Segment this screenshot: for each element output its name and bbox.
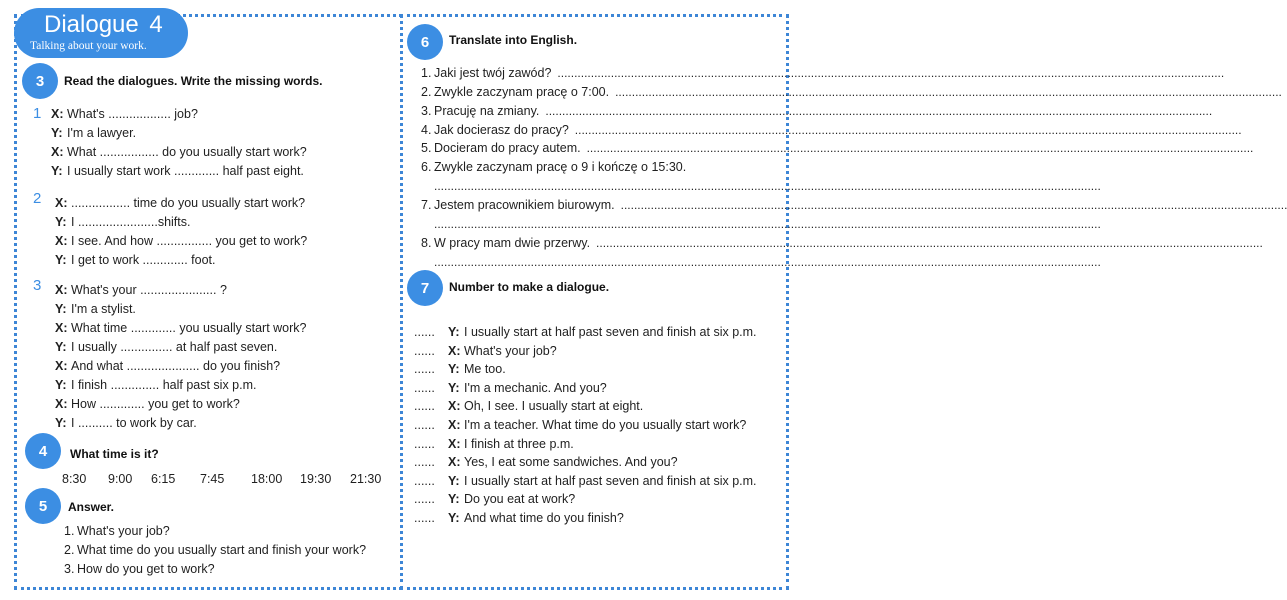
speaker-label: X: (448, 399, 461, 414)
translate-number: 8. (421, 236, 432, 250)
translate-row (434, 198, 1287, 215)
answer-line[interactable]: ........................................................................................................................................................................................................ (434, 179, 1101, 193)
dialogue-line: And what time do you finish? (464, 511, 624, 525)
dialogue-3-number: 3 (33, 277, 42, 294)
time-value: 6:15 (151, 472, 176, 486)
dialogue-line: How ............. you get to work? (71, 397, 240, 411)
exercise-3-heading: Read the dialogues. Write the missing words. (64, 74, 323, 88)
translate-row (434, 160, 772, 177)
speaker-label: X: (448, 418, 461, 432)
dialogue-line: What's your ...................... ? (71, 283, 227, 297)
speaker-label: X: (51, 145, 64, 159)
answer-line[interactable]: ........................................................................................................................................................................................................ (545, 104, 1213, 118)
dialogue-2-number: 2 (33, 190, 42, 207)
order-blank[interactable]: ...... (414, 436, 435, 451)
speaker-label: Y: (448, 380, 460, 395)
dialogue-line: What's your job? (464, 343, 557, 358)
translate-row (434, 66, 1225, 83)
time-value: 18:00 (251, 472, 283, 486)
translate-row (434, 85, 1282, 102)
question-text: What time do you usually start and finish your work? (77, 543, 367, 557)
question-number: 3. (64, 562, 75, 576)
dialogue-line: ................. time do you usually start work? (71, 196, 306, 210)
polish-sentence: Docieram do pracy autem. (434, 141, 581, 155)
dialogue-line: I usually start at half past seven and finish at six p.m. (464, 325, 757, 339)
dialogue-line: I'm a lawyer. (67, 126, 137, 140)
dialogue-line: And what ..................... do you finish? (71, 359, 281, 373)
speaker-label: X: (55, 196, 68, 210)
title-text: Dialogue (44, 11, 139, 38)
time-value: 19:30 (300, 472, 332, 486)
translate-number: 6. (421, 160, 432, 174)
dialogue-line: Yes, I eat some sandwiches. And you? (464, 455, 678, 470)
answer-line[interactable]: ........................................................................................................................................................................................................ (615, 85, 1282, 99)
order-blank[interactable]: ...... (414, 418, 435, 432)
exercise-6-heading: Translate into English. (449, 33, 578, 47)
time-value: 21:30 (350, 472, 382, 486)
translate-number: 3. (421, 104, 432, 118)
time-value: 8:30 (62, 472, 87, 486)
exercise-5-badge: 5 (25, 488, 61, 524)
order-blank[interactable]: ...... (414, 511, 435, 525)
exercise-4-badge: 4 (25, 433, 61, 469)
speaker-label: X: (448, 343, 461, 358)
dialogue-line: I .......................shifts. (71, 215, 191, 229)
dialogue-1-number: 1 (33, 105, 42, 122)
polish-sentence: Jaki jest twój zawód? (434, 66, 552, 80)
polish-sentence: W pracy mam dwie przerwy. (434, 236, 591, 250)
question-text: How do you get to work? (77, 562, 215, 576)
title-number: 4 (149, 11, 163, 38)
dialogue-line: What time ............. you usually start work? (71, 321, 307, 335)
exercise-7-badge: 7 (407, 270, 443, 306)
order-blank[interactable]: ...... (414, 473, 435, 488)
polish-sentence: Zwykle zaczynam pracę o 9 i kończę o 15:30. (434, 160, 687, 174)
translate-row (434, 104, 1213, 121)
order-blank[interactable]: ...... (414, 492, 435, 507)
polish-sentence: Jak docierasz do pracy? (434, 123, 569, 137)
speaker-label: Y: (448, 492, 460, 507)
dialogue-line: Me too. (464, 362, 506, 377)
speaker-label: Y: (448, 511, 460, 525)
translate-row (434, 236, 1263, 253)
speaker-label: X: (55, 234, 68, 248)
speaker-label: X: (55, 397, 68, 411)
translate-number: 4. (421, 123, 432, 137)
polish-sentence: Pracuję na zmiany. (434, 104, 540, 118)
dialogue-line: I usually ............... at half past seven. (71, 340, 278, 354)
order-blank[interactable]: ...... (414, 455, 435, 470)
dialogue-line: I .......... to work by car. (71, 416, 197, 430)
speaker-label: Y: (55, 253, 67, 267)
exercise-6-badge: 6 (407, 24, 443, 60)
speaker-label: Y: (55, 340, 67, 354)
time-value: 9:00 (108, 472, 133, 486)
polish-sentence: Jestem pracownikiem biurowym. (434, 198, 615, 212)
speaker-label: Y: (51, 164, 63, 178)
translate-row (434, 123, 1242, 140)
speaker-label: X: (51, 107, 64, 121)
exercise-5-heading: Answer. (68, 500, 115, 514)
dialogue-line: What ................. do you usually start work? (67, 145, 307, 159)
speaker-label: X: (448, 436, 461, 451)
translate-number: 1. (421, 66, 432, 80)
dialogue-line: I finish at three p.m. (464, 436, 574, 451)
exercise-7-heading: Number to make a dialogue. (449, 280, 610, 294)
question-number: 1. (64, 524, 75, 538)
translate-number: 5. (421, 141, 432, 155)
speaker-label: Y: (448, 362, 460, 377)
title-banner (14, 8, 188, 58)
dialogue-line: I get to work ............. foot. (71, 253, 216, 267)
speaker-label: X: (448, 455, 461, 470)
order-blank[interactable]: ...... (414, 362, 435, 377)
answer-line[interactable]: ........................................................................................................................................................................................................ (574, 123, 1242, 137)
translate-row (434, 141, 1254, 158)
order-blank[interactable]: ...... (414, 380, 435, 395)
translate-number: 7. (421, 198, 432, 212)
dialogue-line: I see. And how ................ you get to work? (71, 234, 308, 248)
dialogue-line: Oh, I see. I usually start at eight. (464, 399, 644, 414)
answer-line[interactable]: ........................................................................................................................................................................................................ (434, 255, 1101, 269)
dialogue-line: I finish .............. half past six p.m. (71, 378, 257, 392)
answer-line[interactable]: ........................................................................................................................................................................................................ (557, 66, 1225, 80)
speaker-label: Y: (55, 378, 67, 392)
dialogue-line: I'm a mechanic. And you? (464, 380, 607, 395)
answer-line[interactable]: ........................................................................................................................................................................................................ (586, 141, 1254, 155)
translate-number: 2. (421, 85, 432, 99)
title-subtitle: Talking about your work. (30, 40, 147, 52)
question-text: What's your job? (77, 524, 170, 538)
speaker-label: Y: (51, 126, 63, 140)
answer-line[interactable]: ........................................................................................................................................................................................................ (620, 198, 1287, 212)
dialogue-line: I usually start work ............. half past eight. (67, 164, 304, 178)
exercise-3-badge: 3 (22, 63, 58, 99)
speaker-label: X: (55, 321, 68, 335)
exercise-4-heading: What time is it? (70, 447, 159, 461)
speaker-label: Y: (448, 473, 460, 488)
question-number: 2. (64, 543, 75, 557)
dialogue-line: I usually start at half past seven and finish at six p.m. (464, 473, 757, 488)
speaker-label: Y: (55, 215, 67, 229)
speaker-label: Y: (448, 325, 460, 339)
polish-sentence: Zwykle zaczynam pracę o 7:00. (434, 85, 610, 99)
order-blank[interactable]: ...... (414, 343, 435, 358)
order-blank[interactable]: ...... (414, 325, 435, 339)
speaker-label: X: (55, 283, 68, 297)
speaker-label: Y: (55, 302, 67, 316)
speaker-label: X: (55, 359, 68, 373)
answer-line[interactable]: ........................................................................................................................................................................................................ (434, 217, 1101, 231)
dialogue-line: I'm a teacher. What time do you usually start work? (464, 418, 747, 432)
time-value: 7:45 (200, 472, 225, 486)
dialogue-line: Do you eat at work? (464, 492, 576, 507)
speaker-label: Y: (55, 416, 67, 430)
dialogue-line: What's .................. job? (67, 107, 198, 121)
answer-line[interactable]: ........................................................................................................................................................................................................ (596, 236, 1263, 250)
dialogue-line: I'm a stylist. (71, 302, 136, 316)
order-blank[interactable]: ...... (414, 399, 435, 414)
